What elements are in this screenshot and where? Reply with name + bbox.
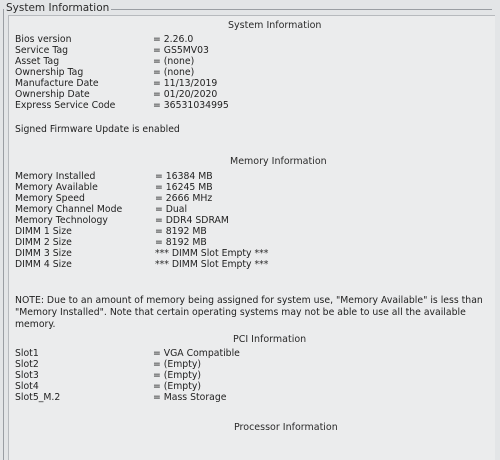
row-value: = Mass Storage bbox=[153, 392, 227, 403]
row-value: = 16384 MB bbox=[155, 171, 213, 182]
memory-section-title: Memory Information bbox=[230, 156, 327, 167]
row-label: Ownership Tag bbox=[15, 67, 84, 78]
row-value: = 2666 MHz bbox=[155, 193, 213, 204]
row-value: = 2.26.0 bbox=[153, 34, 194, 45]
row-value: = 8192 MB bbox=[155, 226, 207, 237]
row-value: = 36531034995 bbox=[153, 100, 229, 111]
row-label: Slot5_M.2 bbox=[15, 392, 61, 403]
row-label: Ownership Date bbox=[15, 89, 90, 100]
row-value: = (none) bbox=[153, 56, 195, 67]
row-value: *** DIMM Slot Empty *** bbox=[155, 248, 269, 259]
row-label: Slot2 bbox=[15, 359, 39, 370]
row-label: DIMM 1 Size bbox=[15, 226, 72, 237]
system-section-title: System Information bbox=[228, 20, 322, 31]
row-value: = (Empty) bbox=[153, 370, 201, 381]
row-label: DIMM 3 Size bbox=[15, 248, 72, 259]
row-label: DIMM 2 Size bbox=[15, 237, 72, 248]
row-label: Express Service Code bbox=[15, 100, 116, 111]
row-label: Bios version bbox=[15, 34, 72, 45]
row-label: Memory Technology bbox=[15, 215, 108, 226]
info-scroll-panel[interactable] bbox=[8, 15, 495, 460]
row-value: = (none) bbox=[153, 67, 195, 78]
row-value: = 8192 MB bbox=[155, 237, 207, 248]
row-label: Manufacture Date bbox=[15, 78, 99, 89]
group-title: System Information bbox=[6, 2, 110, 14]
row-value: = 01/20/2020 bbox=[153, 89, 218, 100]
row-value: = VGA Compatible bbox=[153, 348, 240, 359]
row-value: = 16245 MB bbox=[155, 182, 213, 193]
row-label: Slot3 bbox=[15, 370, 39, 381]
memory-note: NOTE: Due to an amount of memory being assigned for system use, "Memory Available" is less than "Memory Installed". Note that certain operating systems may not be able to use all the available memory. bbox=[15, 295, 483, 330]
row-value: *** DIMM Slot Empty *** bbox=[155, 259, 269, 270]
row-value: = 11/13/2019 bbox=[153, 78, 218, 89]
row-label: Slot1 bbox=[15, 348, 39, 359]
row-label: DIMM 4 Size bbox=[15, 259, 72, 270]
row-value: = DDR4 SDRAM bbox=[155, 215, 229, 226]
row-label: Memory Available bbox=[15, 182, 98, 193]
row-label: Asset Tag bbox=[15, 56, 60, 67]
row-label: Service Tag bbox=[15, 45, 69, 56]
row-label: Memory Channel Mode bbox=[15, 204, 123, 215]
pci-section-title: PCI Information bbox=[233, 334, 307, 345]
row-value: = (Empty) bbox=[153, 381, 201, 392]
row-value: = GS5MV03 bbox=[153, 45, 209, 56]
firmware-note: Signed Firmware Update is enabled bbox=[15, 124, 180, 135]
row-label: Memory Installed bbox=[15, 171, 96, 182]
processor-section-title: Processor Information bbox=[234, 422, 338, 433]
row-value: = (Empty) bbox=[153, 359, 201, 370]
row-label: Slot4 bbox=[15, 381, 39, 392]
row-value: = Dual bbox=[155, 204, 188, 215]
row-label: Memory Speed bbox=[15, 193, 85, 204]
